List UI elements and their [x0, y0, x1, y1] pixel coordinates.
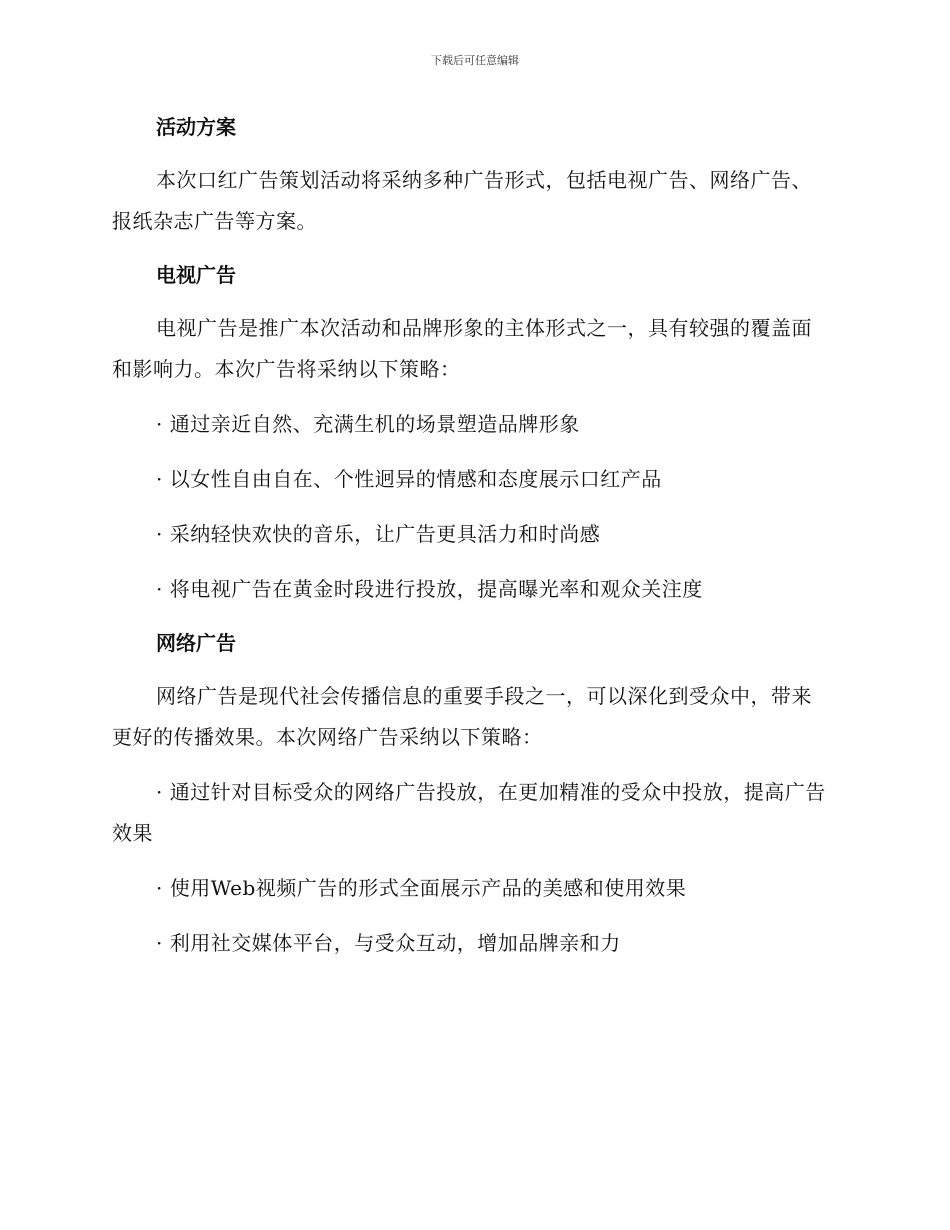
section-heading-activity-plan: 活动方案	[156, 115, 236, 139]
header-note: 下载后可任意编辑	[431, 54, 519, 67]
tv-ads-bullet-3: · 采纳轻快欢快的音乐，让广告更具活力和时尚感	[156, 522, 601, 546]
online-ads-bullet-2: · 使用Web视频广告的形式全面展示产品的美感和使用效果	[156, 876, 687, 900]
section-heading-online-ads: 网络广告	[156, 631, 236, 655]
online-ads-bullet-3: · 利用社交媒体平台，与受众互动，增加品牌亲和力	[156, 931, 621, 955]
online-ads-bullet-1: · 通过针对目标受众的网络广告投放，在更加精准的受众中投放，提高广告效果	[112, 780, 826, 845]
section-heading-tv-ads: 电视广告	[156, 263, 236, 287]
section-paragraph-tv-ads: 电视广告是推广本次活动和品牌形象的主体形式之一，具有较强的覆盖面和影响力。本次广告将采纳以下策略：	[112, 316, 812, 381]
tv-ads-bullet-4: · 将电视广告在黄金时段进行投放，提高曝光率和观众关注度	[156, 577, 703, 601]
section-paragraph-activity-plan: 本次口红广告策划活动将采纳多种广告形式，包括电视广告、网络广告、报纸杂志广告等方案。	[112, 168, 812, 233]
tv-ads-bullet-2: · 以女性自由自在、个性迥异的情感和态度展示口红产品	[156, 467, 662, 491]
document-body	[112, 108, 832, 964]
section-paragraph-online-ads: 网络广告是现代社会传播信息的重要手段之一，可以深化到受众中，带来更好的传播效果。本次网络广告采纳以下策略：	[112, 684, 812, 749]
tv-ads-bullet-1: · 通过亲近自然、充满生机的场景塑造品牌形象	[156, 412, 580, 436]
